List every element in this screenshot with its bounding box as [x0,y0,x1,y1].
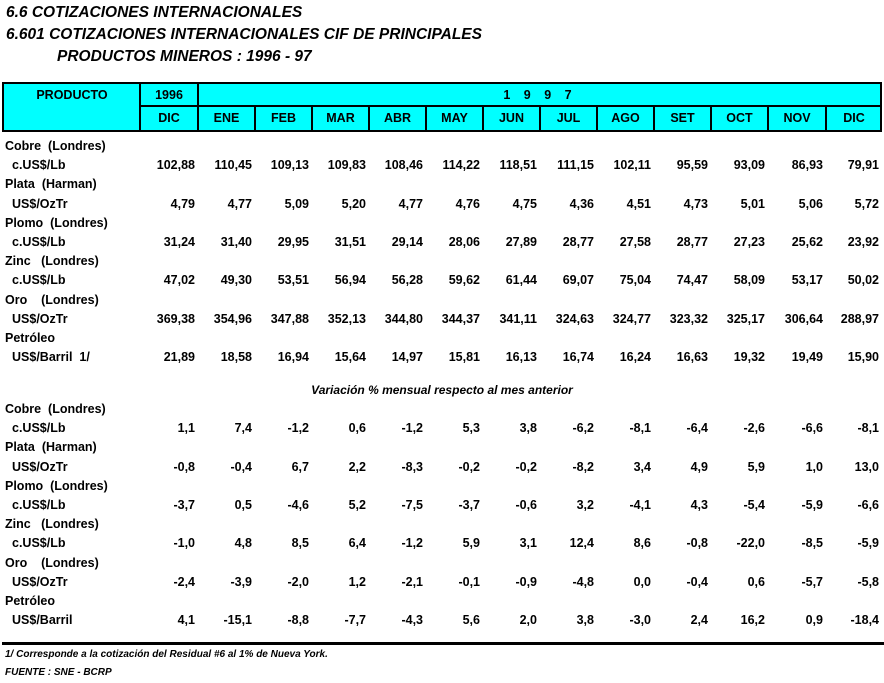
product-name: Zinc (Londres) [5,254,99,269]
product-name: Cobre (Londres) [5,139,106,153]
table-cell: 15,64 [334,350,366,365]
table-cell: 323,32 [669,311,708,326]
product-name: Plata (Harman) [5,177,97,192]
table-cell: -0,8 [173,459,195,474]
header-month: NOV [783,111,811,125]
product-name-row [0,293,884,312]
section-title: 6.6 COTIZACIONES INTERNACIONALES [6,4,303,21]
variation-subheading: Variación % mensual respecto al mes anterior [311,383,573,397]
table-cell: 16,74 [562,350,594,365]
table-cell: 5,2 [348,498,366,512]
table-cell: 2,0 [519,613,537,628]
table-cell: -5,7 [801,574,823,589]
table-cell: 2,4 [690,613,708,628]
table-cell: -6,6 [857,498,879,512]
table-cell: 15,90 [847,350,879,365]
table-cell: 5,01 [740,196,765,211]
table-cell: -0,9 [515,574,537,589]
table-cell: -0,1 [458,574,480,589]
table-cell: -8,5 [801,536,823,551]
table-cell: -2,0 [287,574,309,589]
table-cell: 93,09 [733,158,765,173]
table-cell: 114,22 [442,158,480,173]
header-month: MAR [326,111,355,125]
table-cell: -8,3 [401,459,423,474]
table-cell: 16,94 [277,350,309,365]
product-unit: US$/Barril [12,613,73,628]
table-cell: 4,76 [455,196,480,211]
table-cell: 16,13 [505,350,537,365]
table-row [0,235,884,254]
table-cell: 4,77 [398,196,423,211]
table-cell: 5,09 [284,196,309,211]
table-cell: -22,0 [736,536,765,551]
product-unit: US$/OzTr [12,459,68,474]
table-cell: 5,9 [747,459,765,474]
product-unit: c.US$/Lb [12,421,66,436]
table-cell: 15,81 [448,350,480,365]
table-cell: 28,77 [562,235,594,249]
table-cell: 28,06 [448,235,480,249]
table-cell: 86,93 [791,158,823,173]
table-cell: 12,4 [569,536,594,551]
table-cell: 324,77 [612,311,651,326]
table-cell: 324,63 [555,311,594,326]
product-name-row [0,177,884,196]
table-cell: 18,58 [220,350,252,365]
table-row [0,575,884,594]
table-cell: 4,9 [690,459,708,474]
table-cell: -3,7 [173,498,195,512]
table-cell: -1,2 [287,421,309,436]
product-name-row [0,254,884,273]
header-month: DIC [158,111,180,125]
table-cell: 56,28 [391,273,423,288]
table-cell: 13,0 [854,459,879,474]
product-unit: US$/OzTr [12,574,68,589]
table-cell: -0,6 [515,498,537,512]
product-name-row [0,331,884,350]
table-cell: 56,94 [334,273,366,288]
product-name-row [0,517,884,536]
table-cell: 1,1 [177,421,195,436]
source-note: FUENTE : SNE - BCRP [5,667,112,678]
product-name-row [0,479,884,498]
table-cell: 6,7 [291,459,309,474]
table-cell: 118,51 [499,158,537,173]
product-unit: c.US$/Lb [12,235,66,249]
header-month: JUL [556,111,581,125]
product-name: Plomo (Londres) [5,478,108,493]
product-unit: c.US$/Lb [12,273,66,288]
table-cell: -2,6 [743,421,765,436]
table-cell: 16,63 [676,350,708,365]
table-cell: -0,2 [515,459,537,474]
table-cell: -4,1 [629,498,651,512]
table-cell: 5,72 [854,196,879,211]
table-cell: 25,62 [791,235,823,249]
table-cell: -4,3 [401,613,423,628]
table-cell: 53,17 [791,273,823,288]
table-cell: 27,23 [733,235,765,249]
table-cell: -7,5 [401,498,423,512]
table-cell: 109,83 [327,158,366,173]
table-header [2,82,882,132]
table-cell: 2,2 [348,459,366,474]
table-cell: 4,36 [569,196,594,211]
table-cell: 49,30 [220,273,252,288]
table-cell: -6,2 [572,421,594,436]
table-cell: 4,1 [177,613,195,628]
header-month: OCT [726,111,753,125]
table-cell: -7,7 [344,613,366,628]
table-cell: 4,73 [683,196,708,211]
table-row [0,197,884,216]
table-cell: 74,47 [676,273,708,288]
product-name-row [0,440,884,459]
table-cell: 75,04 [619,273,651,288]
table-cell: -2,4 [173,574,195,589]
table-cell: 341,11 [499,311,537,326]
table-cell: 19,49 [791,350,823,365]
table-cell: 53,51 [277,273,309,288]
table-cell: -2,1 [401,574,423,589]
footer-separator [2,642,884,645]
table-cell: 31,24 [163,235,195,249]
product-name-row [0,594,884,613]
table-cell: -3,9 [230,574,252,589]
table-cell: 4,8 [234,536,252,551]
table-cell: -5,8 [857,574,879,589]
table-cell: -8,8 [287,613,309,628]
table-cell: -0,8 [686,536,708,551]
product-name: Petróleo [5,331,56,345]
table-cell: 344,37 [441,311,480,326]
table-cell: 16,2 [740,613,765,628]
table-subtitle: PRODUCTOS MINEROS : 1996 - 97 [57,48,312,65]
header-month: DIC [843,111,865,125]
table-cell: 369,38 [156,311,195,326]
table-cell: 27,89 [505,235,537,249]
header-month: MAY [441,111,468,125]
table-cell: 27,58 [619,235,651,249]
table-cell: 4,3 [690,498,708,512]
table-cell: 102,11 [613,158,651,173]
table-cell: 5,20 [341,196,366,211]
table-cell: -4,6 [287,498,309,512]
table-cell: -0,4 [686,574,708,589]
header-month: ABR [383,111,412,125]
product-unit: c.US$/Lb [12,498,66,512]
table-cell: 5,06 [798,196,823,211]
product-unit: c.US$/Lb [12,536,66,551]
table-cell: 288,97 [840,311,879,326]
table-cell: 109,13 [270,158,309,173]
table-cell: 1,2 [348,574,366,589]
footnote: 1/ Corresponde a la cotización del Residual #6 al 1% de Nueva York. [5,649,328,660]
table-cell: 0,0 [633,574,651,589]
table-cell: -3,7 [458,498,480,512]
table-cell: 31,40 [220,235,252,249]
header-month: ENE [213,111,240,125]
table-cell: 0,6 [747,574,765,589]
table-cell: 4,75 [512,196,537,211]
table-title: 6.601 COTIZACIONES INTERNACIONALES CIF DE PRINCIPALES [6,26,482,43]
table-cell: -0,4 [230,459,252,474]
product-name: Zinc (Londres) [5,517,99,532]
table-cell: -3,0 [629,613,651,628]
table-row [0,158,884,177]
table-cell: -8,1 [629,421,651,436]
table-cell: 95,59 [676,158,708,173]
product-name-row [0,216,884,235]
table-cell: -0,2 [458,459,480,474]
table-cell: 0,5 [234,498,252,512]
product-name: Plomo (Londres) [5,215,108,230]
table-cell: -6,4 [686,421,708,436]
table-cell: 23,92 [847,235,879,249]
table-cell: 8,6 [633,536,651,551]
table-cell: -4,8 [572,574,594,589]
header-producto: PRODUCTO [36,88,108,102]
table-cell: 6,4 [348,536,366,551]
table-cell: 50,02 [847,273,879,288]
table-cell: 344,80 [384,311,423,326]
product-unit: US$/Barril 1/ [12,350,90,365]
table-cell: 5,6 [462,613,480,628]
table-cell: -6,6 [801,421,823,436]
table-cell: 3,8 [576,613,594,628]
table-cell: 347,88 [270,311,309,326]
header-month: AGO [611,111,640,125]
header-year-1996: 1996 [155,88,183,102]
table-cell: 3,1 [519,536,537,551]
table-cell: 352,13 [327,311,366,326]
table-row [0,536,884,555]
table-cell: 108,46 [384,158,423,173]
table-cell: 0,9 [805,613,823,628]
table-cell: 3,2 [576,498,594,512]
table-cell: 19,32 [733,350,765,365]
table-cell: 7,4 [234,421,252,436]
table-cell: 79,91 [847,158,879,173]
table-cell: 325,17 [726,311,765,326]
table-cell: 8,5 [291,536,309,551]
product-unit: c.US$/Lb [12,158,66,173]
table-cell: 1,0 [805,459,823,474]
header-month: FEB [271,111,296,125]
table-cell: 14,97 [391,350,423,365]
table-cell: -1,2 [401,421,423,436]
table-cell: 0,6 [348,421,366,436]
product-name-row [0,556,884,575]
product-name-row [0,139,884,158]
table-cell: 102,88 [156,158,195,173]
table-cell: -8,1 [857,421,879,436]
table-cell: 5,3 [462,421,480,436]
table-row [0,350,884,369]
table-cell: 3,4 [633,459,651,474]
table-cell: 354,96 [213,311,252,326]
table-cell: -8,2 [572,459,594,474]
table-cell: 31,51 [334,235,366,249]
table-row [0,421,884,440]
table-cell: 16,24 [619,350,651,365]
table-cell: 5,9 [462,536,480,551]
table-cell: -5,4 [743,498,765,512]
table-cell: 58,09 [733,273,765,288]
header-month: JUN [498,111,524,125]
table-cell: 4,51 [626,196,651,211]
table-cell: -18,4 [850,613,879,628]
table-cell: 59,62 [448,273,480,288]
table-cell: 47,02 [163,273,195,288]
table-cell: 29,95 [277,235,309,249]
table-cell: 110,45 [214,158,252,173]
table-cell: 111,15 [557,158,594,173]
table-cell: -15,1 [223,613,252,628]
product-name: Oro (Londres) [5,292,99,307]
table-cell: -5,9 [801,498,823,512]
table-cell: 28,77 [676,235,708,249]
table-cell: 69,07 [562,273,594,288]
product-name: Plata (Harman) [5,440,97,455]
table-cell: 306,64 [784,311,823,326]
product-name-row [0,402,884,421]
table-row [0,613,884,632]
product-name: Petróleo [5,594,56,608]
table-cell: 21,89 [163,350,195,365]
table-cell: 4,79 [170,196,195,211]
product-name: Oro (Londres) [5,555,99,570]
table-cell: 29,14 [391,235,423,249]
table-cell: -1,0 [173,536,195,551]
product-name: Cobre (Londres) [5,402,106,416]
table-row [0,498,884,517]
table-cell: 3,8 [519,421,537,436]
table-cell: -1,2 [401,536,423,551]
table-row [0,273,884,292]
product-unit: US$/OzTr [12,196,68,211]
table-cell: 61,44 [505,273,537,288]
header-year-1997: 1 9 9 7 [503,88,577,102]
table-cell: -5,9 [857,536,879,551]
table-row [0,312,884,331]
table-row [0,460,884,479]
header-month: SET [670,111,695,125]
product-unit: US$/OzTr [12,311,68,326]
table-cell: 4,77 [227,196,252,211]
